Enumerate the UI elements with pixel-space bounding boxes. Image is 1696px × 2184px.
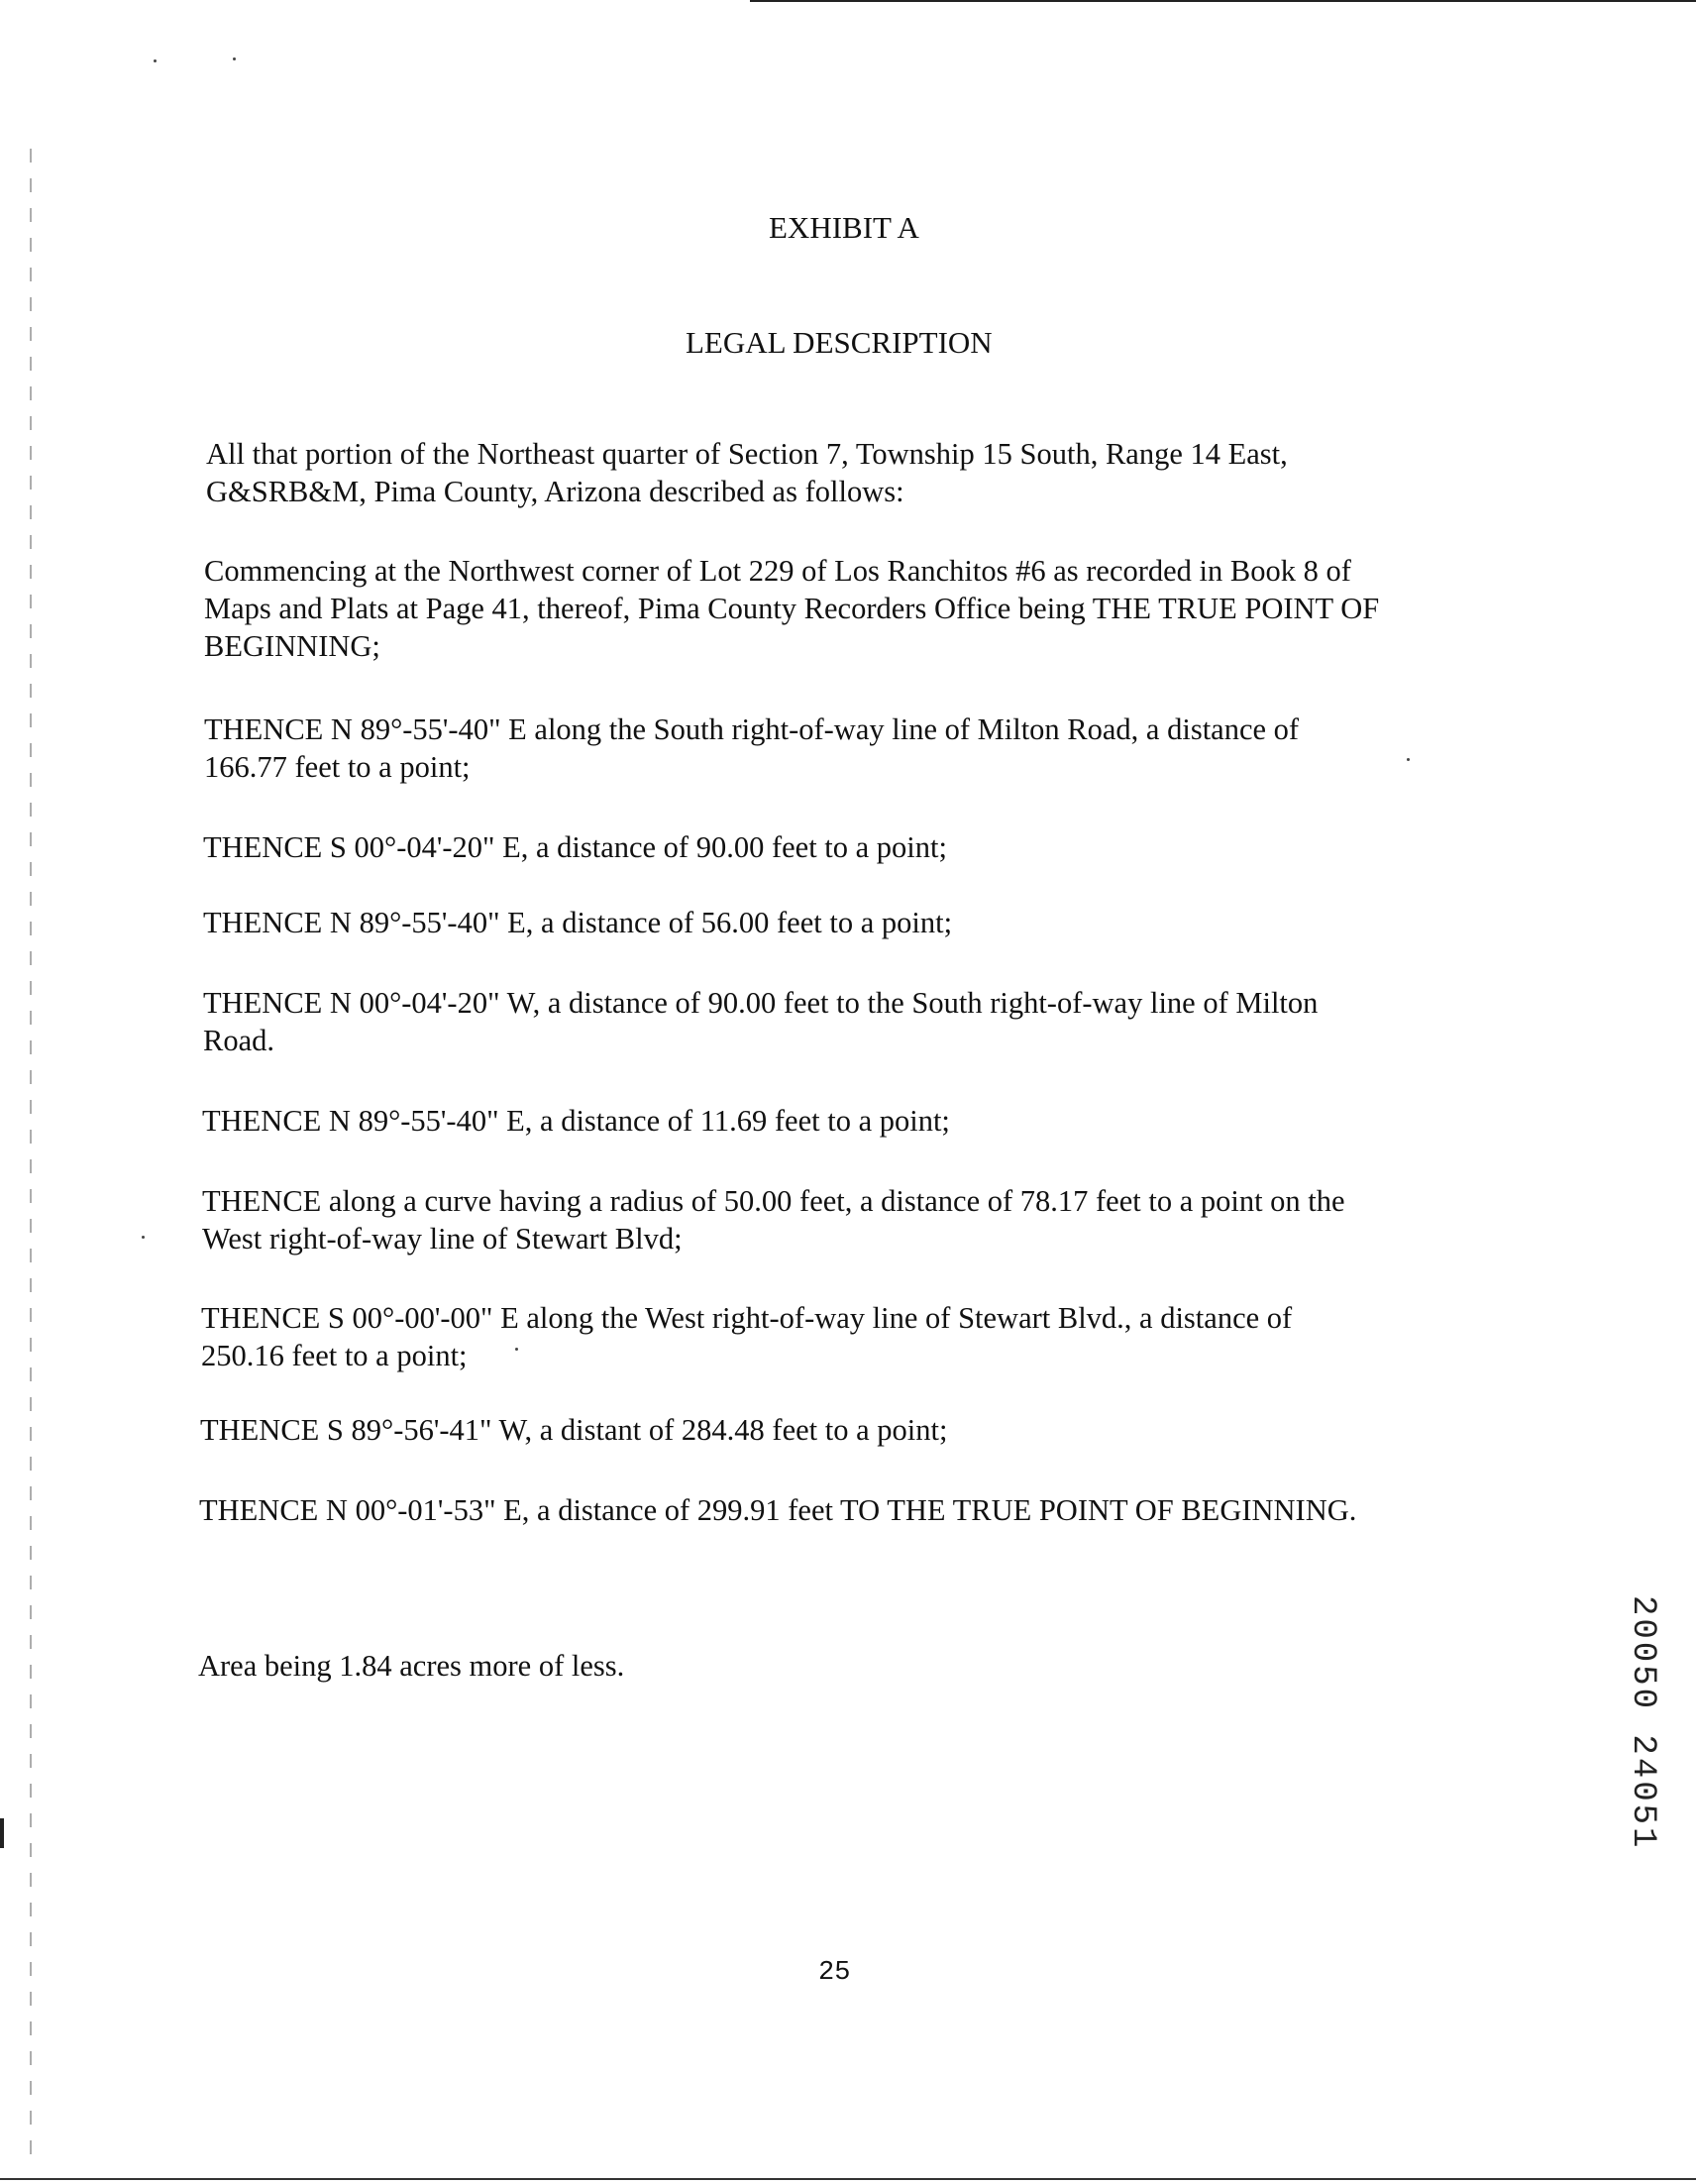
text-line: THENCE S 00°-04'-20" E, a distance of 90.00 feet to a point; [203,830,947,864]
text-line: West right-of-way line of Stewart Blvd; [202,1222,683,1256]
scan-speck [233,57,236,60]
paragraph-course-4 [203,984,1318,1059]
paragraph-course-6 [202,1182,1345,1257]
top-border-line [750,0,1696,2]
text-line: THENCE S 89°-56'-41" W, a distant of 284.48 feet to a point; [200,1413,948,1447]
exhibit-title: EXHIBIT A [769,210,919,245]
paragraph-area [198,1647,624,1685]
section-title: LEGAL DESCRIPTION [686,325,993,360]
left-edge-mark [0,1818,4,1848]
paragraph-course-5 [202,1102,950,1140]
paragraph-course-7 [201,1299,1292,1374]
side-stamp-text: 20050 24051 [1624,1595,1661,1851]
paragraph-course-9 [199,1491,1356,1529]
text-line: G&SRB&M, Pima County, Arizona described as follows: [206,475,904,508]
text-line: THENCE S 00°-00'-00" E along the West right-of-way line of Stewart Blvd., a distance of [201,1301,1293,1335]
paragraph-course-1 [204,710,1299,786]
text-line: THENCE N 89°-55'-40" E along the South right-of-way line of Milton Road, a distance of [204,712,1300,746]
text-line: THENCE N 89°-55'-40" E, a distance of 11.69 feet to a point; [202,1104,950,1138]
text-line: 250.16 feet to a point; [201,1339,468,1372]
text-line: THENCE along a curve having a radius of 50.00 feet, a distance of 78.17 feet to a point on the [202,1184,1345,1218]
side-stamp [1623,1595,1662,1883]
text-line: BEGINNING; [204,629,380,663]
text-line: THENCE N 00°-01'-53" E, a distance of 299.91 feet TO THE TRUE POINT OF BEGINNING. [199,1493,1357,1527]
bottom-border-line [0,2178,1696,2180]
text-line: Maps and Plats at Page 41, thereof, Pima County Recorders Office being THE TRUE POINT OF [204,592,1380,625]
text-line: All that portion of the Northeast quarter of Section 7, Township 15 South, Range 14 East, [206,437,1288,471]
text-line: Commencing at the Northwest corner of Lot 229 of Los Ranchitos #6 as recorded in Book 8 of [204,554,1351,588]
paragraph-course-8 [200,1411,947,1449]
page-number: 25 [818,1958,851,1988]
paragraph-intro [206,435,1288,510]
paragraph-course-3 [203,904,952,941]
text-line: 166.77 feet to a point; [204,750,471,784]
text-line: THENCE N 00°-04'-20" W, a distance of 90.00 feet to the South right-of-way line of Milton [203,986,1319,1020]
left-edge-scan-artifact [30,149,32,2170]
scan-speck [1407,758,1410,761]
scan-speck [154,59,157,62]
text-line: Road. [203,1024,275,1057]
paragraph-commencing [204,552,1379,665]
scan-speck [142,1236,145,1239]
text-line: THENCE N 89°-55'-40" E, a distance of 56.00 feet to a point; [203,906,953,939]
paragraph-course-2 [203,828,947,866]
text-line: Area being 1.84 acres more of less. [198,1649,625,1683]
